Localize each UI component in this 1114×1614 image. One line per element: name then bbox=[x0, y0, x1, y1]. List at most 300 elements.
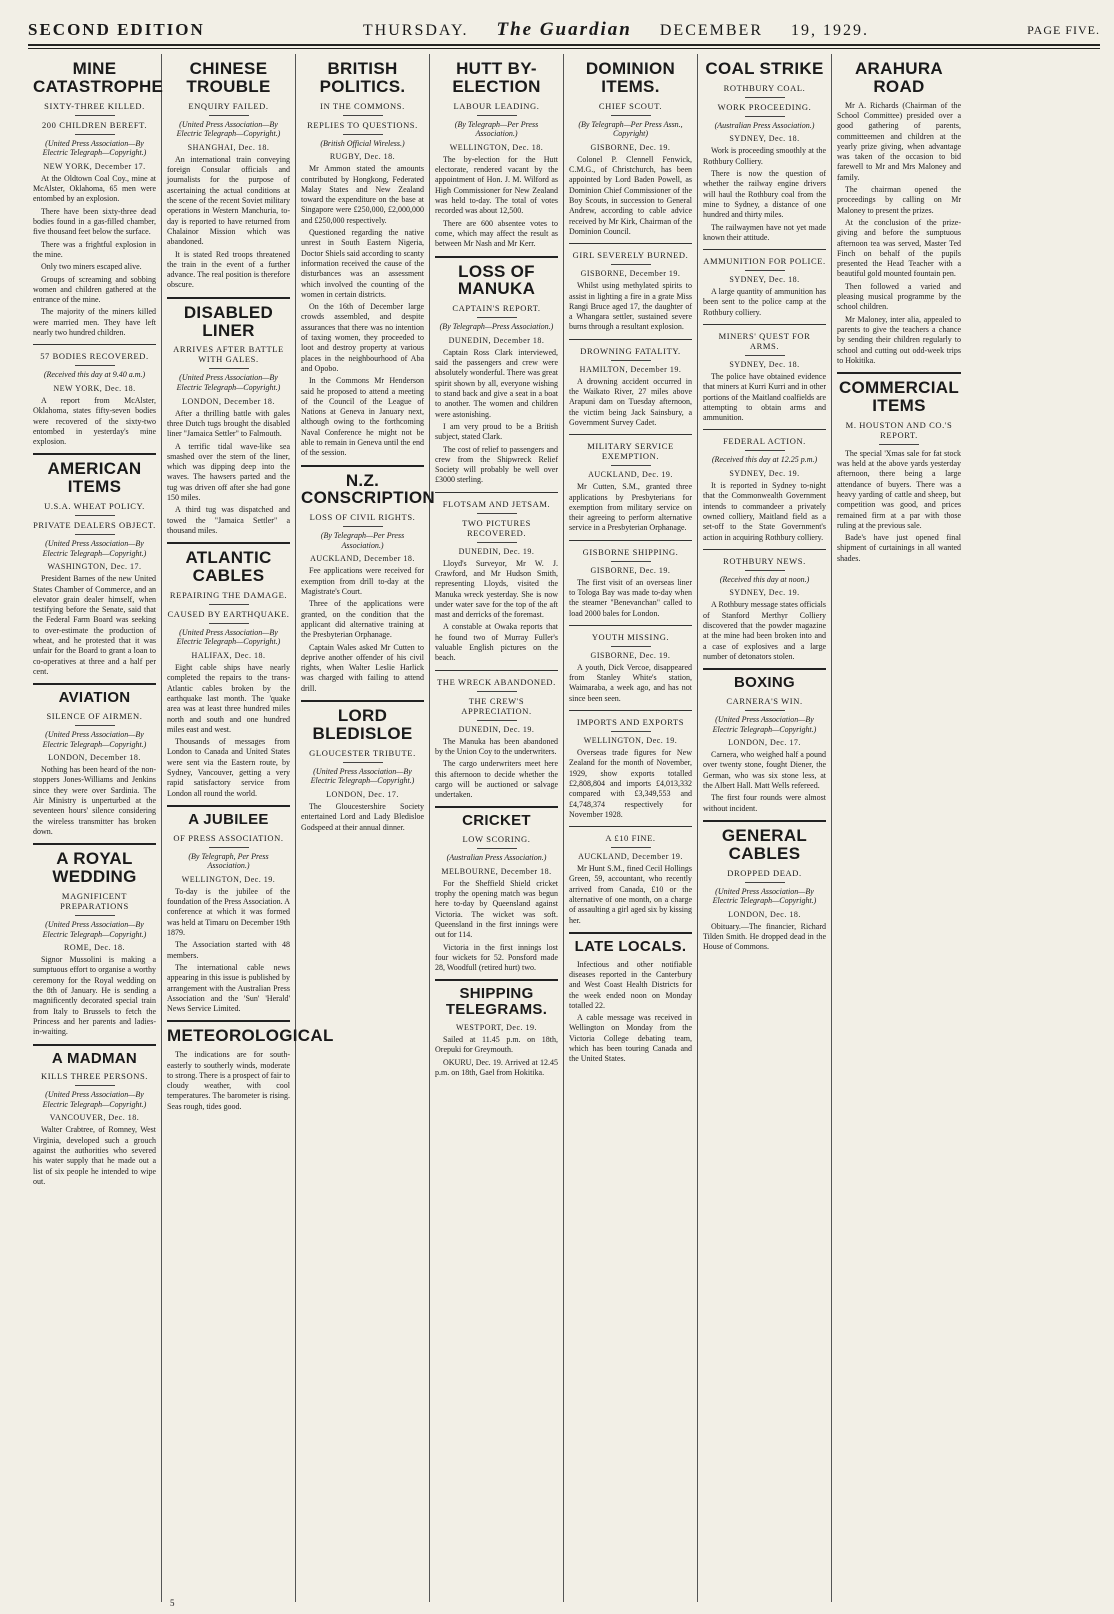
article-paragraph: The first visit of an overseas liner to Tologa Bay was made to-day when the steamer "Benevanchan" called to load 2000 bales for London. bbox=[569, 577, 692, 618]
wire-credit: (United Press Association—By Electric Telegraph—Copyright.) bbox=[42, 730, 147, 749]
short-rule bbox=[611, 646, 651, 647]
subheading: YOUTH MISSING. bbox=[591, 631, 670, 642]
dateline: SYDNEY, Dec. 18. bbox=[729, 360, 800, 369]
article-paragraph: In the Commons Mr Henderson said he proposed to attend a meeting of the Council of the League of Nations at Geneva in January next, although owing to the forthcoming Naval Conference he might not be able to remain in Geneva until the end of the session. bbox=[301, 376, 424, 458]
article-paragraph: President Barnes of the new United States Chamber of Commerce, and an elevator grain dealer himself, when testifying before the Senate, said that the Federal Farm Board was seeking to over-estimate the production of wheat, and he protested that it was unfair for the Board to grant a loan to co-operatives at three and a half per cent. bbox=[33, 574, 156, 676]
section-divider bbox=[703, 324, 826, 325]
dateline: WELLINGTON, Dec. 19. bbox=[181, 874, 276, 884]
dateline: GISBORNE, Dec. 19. bbox=[590, 142, 671, 152]
dateline: LONDON, December 18. bbox=[48, 753, 141, 763]
short-rule bbox=[611, 115, 651, 116]
article-headline: BOXING bbox=[703, 668, 826, 691]
article-paragraph: Eight cable ships have nearly completed the repairs to the trans-Atlantic cables broken by the earthquake last month. The 'quake area was at least three hundred miles north and south and one hundred miles east and west. bbox=[167, 663, 290, 734]
article-paragraph: A youth, Dick Vercoe, disappeared from Stanley White's station, Waimaraba, a week ago, and has not since been seen. bbox=[569, 662, 692, 703]
article-headline: ARAHURA ROAD bbox=[854, 59, 944, 96]
article-paragraph: To-day is the jubilee of the foundation of the Press Association. A conference at which it was formed was held at Timaru on December 19th 1879. bbox=[167, 886, 290, 938]
subheading: REPAIRING THE DAMAGE. bbox=[169, 589, 288, 600]
column-3 bbox=[296, 54, 435, 1602]
article bbox=[167, 1020, 334, 1112]
article-paragraph: The chairman opened the proceedings by calling on Mr Maloney to present the prizes. bbox=[837, 185, 961, 215]
wire-credit: (Received this day at 12.25 p.m.) bbox=[711, 455, 818, 465]
short-rule bbox=[75, 134, 115, 135]
short-rule bbox=[745, 97, 785, 98]
article-headline: N.Z. CONSCRIPTION bbox=[301, 465, 424, 508]
subheading: ARRIVES AFTER BATTLE WITH GALES. bbox=[173, 344, 284, 365]
article-paragraph: The special 'Xmas sale for fat stock was held at the above yards yesterday afternoon, there being a large attendance of buyers. There was a heavy yarding of cattle and sheep, but competition was good, and prices remained firm at a par with those ruling at the previous sale. bbox=[837, 448, 961, 530]
wire-credit: (United Press Association—By Electric Telegraph—Copyright.) bbox=[176, 627, 281, 647]
article-paragraph: Overseas trade figures for New Zealand for the month of November, 1929, show exports totalled £2,808,804 and imports £4,013,332 compared with £3,349,553 and £4,748,374 respectively for November 1928. bbox=[569, 748, 692, 819]
article bbox=[569, 932, 692, 1065]
month-label: DECEMBER bbox=[659, 22, 763, 39]
subheading: M. HOUSTON AND CO.'S REPORT. bbox=[845, 419, 953, 440]
article bbox=[301, 465, 435, 694]
dateline: RUGBY, Dec. 18. bbox=[329, 152, 396, 162]
article-paragraph: Mr Maloney, inter alia, appealed to parents to give the teachers a chance by sending their children regularly to school and cutting out odd-week trips to Hokitika. bbox=[837, 314, 961, 365]
article-paragraph: Walter Crabtree, of Romney, West Virginia, developed such a grouch against the authorities who severed his water supply that he made out a list of six people he intended to wipe out. bbox=[33, 1125, 156, 1186]
subheading: GISBORNE SHIPPING. bbox=[582, 546, 679, 557]
subheading: TWO PICTURES RECOVERED. bbox=[462, 517, 531, 538]
subheading: MAGNIFICENT PREPARATIONS bbox=[60, 890, 129, 911]
article bbox=[435, 256, 558, 486]
short-rule bbox=[745, 116, 785, 117]
dateline: WELLINGTON, Dec. 19. bbox=[583, 736, 678, 746]
dateline: DUNEDIN, Dec. 19. bbox=[458, 546, 535, 556]
article bbox=[33, 1044, 156, 1188]
short-rule bbox=[611, 561, 651, 562]
short-rule bbox=[343, 526, 383, 527]
article bbox=[167, 60, 290, 291]
article-headline: CRICKET bbox=[435, 806, 558, 829]
article-paragraph: The railwaymen have not yet made known their attitude. bbox=[703, 222, 826, 242]
short-rule bbox=[745, 450, 785, 451]
dateline: AUCKLAND, December 19. bbox=[578, 852, 683, 862]
article-headline: COAL STRIKE bbox=[705, 59, 824, 78]
wire-credit: (By Telegraph—Per Press Association.) bbox=[320, 531, 405, 550]
short-rule bbox=[209, 847, 249, 848]
dateline: SYDNEY, Dec. 19. bbox=[729, 469, 800, 479]
article-paragraph: Captain Wales asked Mr Cutten to deprive another offender of his civil rights, when Walter Leslie Harlick was charged with failing to attend drill. bbox=[301, 642, 424, 693]
short-rule bbox=[209, 604, 249, 605]
article-headline: COMMERCIAL ITEMS bbox=[837, 372, 961, 415]
wire-credit: (By Telegraph—Press Association.) bbox=[439, 322, 554, 332]
article bbox=[301, 60, 424, 459]
dateline: SHANGHAI, Dec. 18. bbox=[187, 142, 270, 152]
article bbox=[837, 60, 961, 366]
article-paragraph: The international cable news appearing in this issue is published by arrangement with the Australian Press Association and the 'Sun' 'Herald' News Service Limited. bbox=[167, 962, 290, 1014]
subheading: LOSS OF CIVIL RIGHTS. bbox=[309, 512, 416, 523]
dateline: WELLINGTON, Dec. 18. bbox=[449, 142, 544, 152]
article bbox=[435, 979, 558, 1078]
article bbox=[569, 625, 692, 704]
wire-credit: (United Press Association—By Electric Telegraph—Copyright.) bbox=[42, 919, 147, 939]
folio-mark: 5 bbox=[170, 1598, 175, 1608]
short-rule bbox=[879, 444, 919, 445]
short-rule bbox=[343, 762, 383, 763]
short-rule bbox=[477, 317, 517, 318]
article-paragraph: It is stated Red troops threatened the train in the event of a further advance. The real position is therefore obscure. bbox=[167, 249, 290, 290]
article-paragraph: Mr Ammon stated the amounts contributed by Hongkong, Federated Malay States and New Zealand toward the expenditure on the base at Singapore were £250,000, £2,000,000 and £250,000 respectively. bbox=[301, 164, 424, 225]
wire-credit: (British Official Wireless.) bbox=[320, 138, 405, 148]
article-headline: A MADMAN bbox=[33, 1044, 156, 1067]
article bbox=[435, 60, 558, 250]
article-headline: AVIATION bbox=[33, 683, 156, 706]
article-paragraph: The majority of the miners killed were married men. They have left nearly two hundred children. bbox=[33, 307, 156, 338]
date-label: 19, 1929. bbox=[791, 22, 869, 39]
article-headline: GENERAL CABLES bbox=[703, 820, 826, 863]
dateline: WESTPORT, Dec. 19. bbox=[455, 1022, 538, 1032]
section-divider bbox=[703, 249, 826, 250]
section-divider bbox=[33, 344, 156, 345]
subheading: GLOUCESTER TRIBUTE. bbox=[309, 747, 416, 758]
article-paragraph: Carnera, who weighed half a pound over twenty stone, fought Diener, the German, who was six stone less, at the Albert Hall. Matt Wells refereed. bbox=[703, 750, 826, 791]
dateline: LONDON, December 18. bbox=[182, 396, 275, 406]
section-divider bbox=[435, 492, 558, 493]
section-divider bbox=[569, 434, 692, 435]
article bbox=[435, 670, 558, 801]
article-headline: CHINESE TROUBLE bbox=[186, 59, 271, 96]
article-paragraph: Thousands of messages from London to Canada and United States were sent via the Eastern route, by Sydney, Vancouver, getting a very rapid satisfactory service from London all round the world. bbox=[167, 737, 290, 798]
subheading: FLOTSAM AND JETSAM. bbox=[442, 498, 551, 509]
article-paragraph: A cable message was received in Wellington on Monday from the Victoria College debating team, which has been touring Canada and the United States. bbox=[569, 1013, 692, 1064]
section-divider bbox=[703, 429, 826, 430]
article-paragraph: A terrific tidal wave-like sea smashed over the stern of the liner, which was dipping deep into the waves. The hawsers parted and the tug was driven off after she had gone 150 miles. bbox=[167, 441, 290, 502]
article-paragraph: There is now the question of whether the railway engine drivers will haul the Rothbury coal from the mine to Sydney, a distance of one hundred and thirty miles. bbox=[703, 169, 826, 220]
subheading: IN THE COMMONS. bbox=[320, 100, 405, 111]
article bbox=[703, 668, 826, 814]
article bbox=[33, 59, 164, 338]
dateline: GISBORNE, Dec. 19. bbox=[590, 565, 671, 575]
article bbox=[703, 820, 826, 953]
wire-credit: (United Press Association—By Electric Telegraph—Copyright.) bbox=[176, 373, 281, 393]
article-paragraph: It is reported in Sydney to-night that the Commonwealth Government intends to commandeer a privately owned colliery, Maitland field as a set-off to the State Government's action in acquiring Rothbury colliery. bbox=[703, 481, 826, 542]
column-1 bbox=[28, 54, 162, 1602]
article-paragraph: Victoria in the first innings lost four wickets for 52. Ponsford made 28, Woodfull (retired hurt) two. bbox=[435, 942, 558, 973]
article-paragraph: Sailed at 11.45 p.m. on 18th, Orepuki for Greymouth. bbox=[435, 1034, 558, 1055]
article-paragraph: A Rothbury message states officials of Stanford Merthyr Colliery discovered that the powder magazine at the mine had been broken into and a case of explosives and a large number of detonators stolen. bbox=[703, 600, 826, 661]
section-divider bbox=[435, 670, 558, 671]
column-5 bbox=[564, 54, 698, 1602]
section-divider bbox=[569, 540, 692, 541]
article-paragraph: Only two miners escaped alive. bbox=[41, 262, 142, 272]
article bbox=[301, 700, 424, 833]
article bbox=[569, 434, 692, 533]
section-divider bbox=[569, 625, 692, 626]
subheading: CHIEF SCOUT. bbox=[598, 100, 663, 111]
article-paragraph: Questioned regarding the native unrest in South Eastern Nigeria, Doctor Shiels said according to scanty information received the cause of the disturbances was an assessment which involved the counting of the women in certain districts. bbox=[301, 228, 424, 299]
article-paragraph: On the 16th of December large crowds assembled, and despite assurances that there was no intention of taxing women, they proceeded to loot and destroy property at various places in the neighbourhood of Aba and Opobo. bbox=[301, 302, 424, 373]
subheading: FEDERAL ACTION. bbox=[723, 436, 806, 447]
article bbox=[167, 297, 290, 536]
short-rule bbox=[75, 1085, 115, 1086]
dateline: SYDNEY, Dec. 18. bbox=[729, 134, 800, 144]
section-divider bbox=[569, 826, 692, 827]
article-paragraph: The cargo underwriters meet here this afternoon to decide whether the cargo will be auctioned or salvage undertaken. bbox=[435, 759, 558, 800]
article-paragraph: A report from McAlster, Oklahoma, states fifty-seven bodies were recovered of the sixty-two entombed in yesterday's mine explosion. bbox=[33, 395, 156, 447]
article-paragraph: A drowning accident occurred in the Waikato River, 27 miles above Arapuni dam on Tuesday afternoon, the victim being Jack Sainsbury, a Government Survey Cadet. bbox=[569, 376, 692, 427]
short-rule bbox=[477, 691, 517, 692]
article-paragraph: Signor Mussolini is making a sumptuous effort to organise a worthy ceremony for the Royal wedding on the 8th of January. He is sending a magnificently decorated special train from Italy to Brussels to fetch the Princess and her parents and ladies-in-waiting. bbox=[33, 955, 156, 1037]
article bbox=[167, 542, 290, 799]
wire-credit: (United Press Association—By Electric Telegraph—Copyright.) bbox=[42, 1090, 147, 1109]
article-headline: SHIPPING TELEGRAMS. bbox=[435, 979, 558, 1018]
subheading: CAPTAIN'S REPORT. bbox=[452, 303, 541, 314]
article-paragraph: Colonel P. Clennell Fenwick, C.M.G., of Christchurch, has been appointed by Lord Baden Powell, as Dominion Chief Commissioner of the Boy Scouts, in succession to General Andrew, according to cable advice received by Mr Kirk, Chairman of the Dominion Council. bbox=[569, 154, 692, 236]
article-paragraph: The cost of relief to passengers and crew from the Shipwreck Relief Society will probably be well over £3000 sterling. bbox=[435, 444, 558, 485]
section-divider bbox=[569, 243, 692, 244]
article bbox=[33, 453, 156, 677]
dateline: AUCKLAND, Dec. 19. bbox=[588, 470, 673, 480]
edition-label: SECOND EDITION bbox=[28, 20, 205, 39]
wire-credit: (United Press Association—By Electric Telegraph—Copyright.) bbox=[310, 766, 415, 786]
short-rule bbox=[477, 720, 517, 721]
short-rule bbox=[611, 731, 651, 732]
article-paragraph: At the Oldtown Coal Coy., mine at McAlster, Oklahoma, 65 men were entombed by an explosion. bbox=[33, 173, 156, 204]
wire-credit: (By Telegraph—Per Press Assn., Copyright) bbox=[578, 119, 683, 139]
subheading: OF PRESS ASSOCIATION. bbox=[173, 832, 284, 843]
article-paragraph: A third tug was dispatched and towed the "Jamaica Settler" a thousand miles. bbox=[167, 505, 290, 535]
short-rule bbox=[611, 360, 651, 361]
column-7 bbox=[832, 54, 966, 1602]
subheading: SIXTY-THREE KILLED. bbox=[44, 100, 145, 111]
masthead bbox=[28, 18, 1100, 42]
section-divider bbox=[569, 339, 692, 340]
article-paragraph: A constable at Owaka reports that he found two of Murray Fuller's valuable English pictures on the beach. bbox=[435, 622, 558, 663]
article-paragraph: Three of the applications were granted, on the condition that the applicant did alternative training at the Presbyterian Orphanage. bbox=[301, 599, 424, 640]
article-headline: DOMINION ITEMS. bbox=[585, 59, 676, 96]
short-rule bbox=[477, 513, 517, 514]
article-paragraph: OKURU, Dec. 19. Arrived at 12.45 p.m. on 18th, Gael from Hokitika. bbox=[435, 1057, 558, 1077]
section-divider bbox=[703, 549, 826, 550]
article-headline: LATE LOCALS. bbox=[569, 932, 692, 955]
paper-name: The Guardian bbox=[496, 19, 632, 40]
subheading: 57 BODIES RECOVERED. bbox=[40, 351, 149, 362]
short-rule bbox=[75, 365, 115, 366]
subheading: U.S.A. WHEAT POLICY. bbox=[44, 501, 145, 512]
subheading: WORK PROCEEDING. bbox=[717, 101, 812, 112]
subheading: A £10 FINE. bbox=[605, 833, 656, 844]
wire-credit: (United Press Association—By Electric Telegraph—Copyright.) bbox=[712, 714, 817, 734]
dateline: LONDON, Dec. 17. bbox=[326, 789, 399, 799]
article-headline: A JUBILEE bbox=[167, 805, 290, 828]
dateline: HAMILTON, December 19. bbox=[579, 364, 682, 374]
article-paragraph: Mr Cutten, S.M., granted three applications by Presbyterians for exemption from military service on their agreeing to perform alternative service in a Presbyterian Orphanage. bbox=[569, 482, 692, 533]
article-paragraph: Captain Ross Clark interviewed, said the passengers and crew were absolutely wonderful. There was great spirit shown by all, everyone wishing to stand back and give a seat in a boat to another. The women and children were astonishing. bbox=[435, 347, 558, 419]
subheading: ROTHBURY COAL. bbox=[723, 82, 806, 93]
article-headline: METEOROLOGICAL bbox=[167, 1020, 290, 1045]
article-paragraph: The Association started with 48 members. bbox=[167, 940, 290, 960]
dateline: SYDNEY, Dec. 18. bbox=[729, 275, 800, 285]
article-paragraph: Nothing has been heard of the non-stoppers Jones-Williams and Jenkins since they were over Sardinia. The Air Ministry is unperturbed at the seventeen hours' silence considering the wireless transmitter has broken down. bbox=[33, 765, 156, 836]
subheading: CAUSED BY EARTHQUAKE. bbox=[167, 608, 290, 619]
short-rule bbox=[75, 515, 115, 516]
short-rule bbox=[477, 542, 517, 543]
dateline: DUNEDIN, December 18. bbox=[448, 335, 545, 345]
column-2 bbox=[162, 54, 334, 1602]
article-paragraph: For the Sheffield Shield cricket trophy the opening match was begun here to-day by Queensland against Victoria. The wicket was soft. Queensland in the first innings were out for 114. bbox=[435, 878, 558, 940]
article bbox=[569, 710, 692, 820]
article bbox=[703, 429, 826, 542]
short-rule bbox=[745, 570, 785, 571]
wire-credit: (United Press Association—By Electric Telegraph—Copyright.) bbox=[42, 138, 147, 158]
page-number: PAGE FIVE. bbox=[1027, 22, 1100, 37]
subheading: IMPORTS AND EXPORTS bbox=[576, 717, 685, 728]
subheading: THE WRECK ABANDONED. bbox=[437, 676, 556, 687]
article bbox=[703, 249, 826, 318]
article-headline: AMERICAN ITEMS bbox=[33, 453, 156, 496]
article bbox=[703, 549, 826, 662]
short-rule bbox=[75, 115, 115, 116]
article-paragraph: Work is proceeding smoothly at the Rothbury Colliery. bbox=[703, 146, 826, 166]
article-paragraph: Bade's have just opened final shipment of curtainings in all wanted shades. bbox=[837, 533, 961, 563]
short-rule bbox=[477, 848, 517, 849]
dateline: WASHINGTON, Dec. 17. bbox=[47, 562, 142, 572]
article-paragraph: Then followed a varied and pleasing musical programme by the school children. bbox=[837, 281, 961, 312]
wire-credit: (By Telegraph—Per Press Association.) bbox=[454, 119, 539, 139]
newspaper-columns bbox=[28, 54, 1100, 1602]
day-label: THURSDAY. bbox=[362, 22, 469, 39]
dateline: HALIFAX, Dec. 18. bbox=[191, 651, 266, 661]
short-rule bbox=[745, 270, 785, 271]
article bbox=[837, 372, 961, 564]
dateline: SYDNEY, Dec. 19. bbox=[729, 588, 800, 598]
short-rule bbox=[343, 134, 383, 135]
article bbox=[33, 344, 156, 447]
short-rule bbox=[209, 115, 249, 116]
short-rule bbox=[745, 710, 785, 711]
article bbox=[435, 492, 558, 664]
article bbox=[569, 60, 692, 237]
subheading: 200 CHILDREN BEREFT. bbox=[41, 119, 148, 130]
article bbox=[569, 540, 692, 619]
subheading: KILLS THREE PERSONS. bbox=[40, 1071, 148, 1082]
article-paragraph: I am very proud to be a British subject, stated Clark. bbox=[435, 421, 558, 442]
subheading: SILENCE OF AIRMEN. bbox=[46, 711, 143, 721]
article-paragraph: The Manuka has been abandoned by the Union Coy to the underwriters. bbox=[435, 736, 558, 756]
masthead-rule-thin bbox=[28, 48, 1100, 49]
article-headline: A ROYAL WEDDING bbox=[33, 843, 156, 886]
article-headline: DISABLED LINER bbox=[167, 297, 290, 340]
short-rule bbox=[75, 534, 115, 535]
dateline: DUNEDIN, Dec. 19. bbox=[458, 724, 535, 734]
wire-credit: (United Press Association—By Electric Telegraph—Copyright.) bbox=[176, 119, 281, 139]
article-paragraph: The indications are for south-easterly to southerly winds, moderate to strong. There is a prospect of fair to cloudy weather, with cool temperatures. The barometer is rising. Seas rough, tides good. bbox=[167, 1050, 290, 1111]
subheading: PRIVATE DEALERS OBJECT. bbox=[33, 520, 156, 531]
dateline: LONDON, Dec. 18. bbox=[728, 909, 801, 919]
subheading: AMMUNITION FOR POLICE. bbox=[703, 256, 826, 267]
subheading: THE CREW'S APPRECIATION. bbox=[461, 695, 532, 716]
dateline: NEW YORK, December 17. bbox=[43, 161, 146, 171]
article-paragraph: A large quantity of ammunition has been sent to the police camp at the Rothbury colliery. bbox=[703, 287, 826, 317]
subheading: DROWNING FATALITY. bbox=[580, 345, 681, 356]
wire-credit: (United Press Association—By Electric Telegraph—Copyright.) bbox=[42, 539, 147, 558]
article-headline: MINE CATASTROPHE bbox=[33, 59, 164, 96]
section-divider bbox=[569, 710, 692, 711]
wire-credit: (Australian Press Association.) bbox=[714, 120, 815, 130]
article-paragraph: The by-election for the Hutt electorate, rendered vacant by the appointment of Hon. J. M. Wilford as High Commissioner for New Zealand was held to-day. The total of votes recorded was about 12,500. bbox=[435, 154, 558, 216]
article-paragraph: There are 600 absentee votes to come, which may affect the result as between Mr Nash and Mr Kerr. bbox=[435, 218, 558, 249]
wire-credit: (Australian Press Association.) bbox=[446, 853, 547, 863]
dateline: MELBOURNE, December 18. bbox=[441, 866, 552, 876]
article-paragraph: Mr Hunt S.M., fined Cecil Hollings Green, 59, accountant, who recently arrived from Canada, £10 or the alternative of one month, on a charge of assaulting a girl aged six by kissing her. bbox=[569, 864, 692, 925]
article bbox=[435, 806, 558, 973]
column-6 bbox=[698, 54, 832, 1602]
short-rule bbox=[209, 623, 249, 624]
article-headline: LORD BLEDISLOE bbox=[301, 700, 424, 743]
article-headline: ATLANTIC CABLES bbox=[167, 542, 290, 585]
article-paragraph: Groups of screaming and sobbing women and children gathered at the entrance of the mine. bbox=[33, 274, 156, 305]
article-paragraph: Infectious and other notifiable diseases reported in the Canterbury and West Coast Health Districts for the week ended noon on Monday totalled 22. bbox=[569, 959, 692, 1010]
subheading: MINERS' QUEST FOR ARMS. bbox=[718, 331, 811, 351]
article-paragraph: The Gloucestershire Society entertained Lord and Lady Bledisloe Godspeed at their annual dinner. bbox=[301, 801, 424, 832]
article-paragraph: Whilst using methylated spirits to assist in lighting a fire in a grate Miss Rangi Bruce aged 17, the daughter of a Whangara settler, sustained severe burns through a resultant explosion. bbox=[569, 281, 692, 332]
subheading: MILITARY SERVICE EXEMPTION. bbox=[587, 441, 674, 462]
article bbox=[33, 683, 156, 837]
article bbox=[167, 805, 290, 1015]
article-paragraph: Obituary.—The financier, Richard Tilden Smith. He dropped dead in the House of Commons. bbox=[703, 921, 826, 952]
short-rule bbox=[75, 725, 115, 726]
article bbox=[703, 324, 826, 423]
short-rule bbox=[75, 915, 115, 916]
short-rule bbox=[611, 264, 651, 265]
article bbox=[569, 339, 692, 428]
article-paragraph: After a thrilling battle with gales three Dutch tugs brought the disabled liner "Jamaica Settler" to Falmouth. bbox=[167, 408, 290, 439]
article-paragraph: There have been sixty-three dead bodies found in a gas-filled chamber, five thousand feet below the surface. bbox=[33, 206, 156, 237]
article-paragraph: Lloyd's Surveyor, Mr W. J. Crawford, and Mr Hudson Smith, representing Lloyds, visited the Manuka wreck yesterday. She is now under water save for the top of the aft mast and derricks of the foremast. bbox=[435, 558, 558, 620]
column-4 bbox=[430, 54, 564, 1602]
article-headline: HUTT BY-ELECTION bbox=[452, 59, 541, 96]
subheading: DROPPED DEAD. bbox=[727, 867, 802, 878]
subheading: LOW SCORING. bbox=[462, 834, 531, 845]
article bbox=[33, 843, 156, 1037]
subheading: GIRL SEVERELY BURNED. bbox=[572, 250, 689, 261]
dateline: VANCOUVER, Dec. 18. bbox=[49, 1113, 140, 1123]
article-headline: LOSS OF MANUKA bbox=[435, 256, 558, 299]
subheading: ENQUIRY FAILED. bbox=[188, 100, 269, 111]
short-rule bbox=[745, 355, 785, 356]
article-headline: BRITISH POLITICS. bbox=[319, 59, 406, 96]
dateline: GISBORNE, Dec. 19. bbox=[590, 650, 671, 660]
dateline: GISBORNE, December 19. bbox=[580, 269, 681, 279]
short-rule bbox=[343, 115, 383, 116]
article-paragraph: An international train conveying foreign Consular officials and journalists for the purpose of ascertaining the actual conditions at the scene of the recent Soviet military operations in Western Manchuria, to-day is reported to have returned from Chalainor Mission which was abandoned. bbox=[167, 154, 290, 247]
short-rule bbox=[611, 847, 651, 848]
dateline-bar bbox=[363, 19, 869, 41]
subheading: CARNERA'S WIN. bbox=[726, 695, 803, 706]
subheading: LABOUR LEADING. bbox=[453, 100, 540, 111]
wire-credit: (Received this day at noon.) bbox=[719, 574, 810, 584]
short-rule bbox=[745, 882, 785, 883]
dateline: ROME, Dec. 18. bbox=[64, 943, 125, 953]
subheading: ROTHBURY NEWS. bbox=[723, 555, 806, 566]
article-paragraph: Fee applications were received for exemption from drill to-day at the Magistrate's Court. bbox=[301, 566, 424, 597]
masthead-rule bbox=[28, 44, 1100, 46]
wire-credit: (United Press Association—By Electric Telegraph—Copyright.) bbox=[712, 886, 817, 906]
short-rule bbox=[477, 115, 517, 116]
article-paragraph: At the conclusion of the prize-giving and before the sumptuous afternoon tea was served, Master Ted Finch on behalf of the pupils presented the Head Teacher with a beautiful gold mounted fountain pen. bbox=[837, 217, 961, 279]
short-rule bbox=[611, 465, 651, 466]
wire-credit: (By Telegraph, Per Press Association.) bbox=[188, 851, 269, 871]
subheading: REPLIES TO QUESTIONS. bbox=[307, 119, 418, 130]
short-rule bbox=[209, 368, 249, 369]
article-paragraph: The first four rounds were almost without incident. bbox=[703, 793, 826, 813]
article-paragraph: Mr A. Richards (Chairman of the School Committee) presided over a good gathering of parents, committeemen and children at the yearly prize giving, when advantage was taken of the occasion to bid farewell to Mr and Mrs Maloney and family. bbox=[837, 100, 961, 182]
article-paragraph: There was a frightful explosion in the mine. bbox=[33, 239, 156, 259]
dateline: NEW YORK, Dec. 18. bbox=[53, 383, 136, 393]
wire-credit: (Received this day at 9.40 a.m.) bbox=[43, 370, 146, 380]
dateline: AUCKLAND, December 18. bbox=[310, 554, 415, 564]
article-paragraph: The police have obtained evidence that miners at Kurri Kurri and in other portions of the Maitland coalfields are attempting to obtain arms and ammunition. bbox=[703, 372, 826, 423]
article bbox=[703, 60, 826, 243]
